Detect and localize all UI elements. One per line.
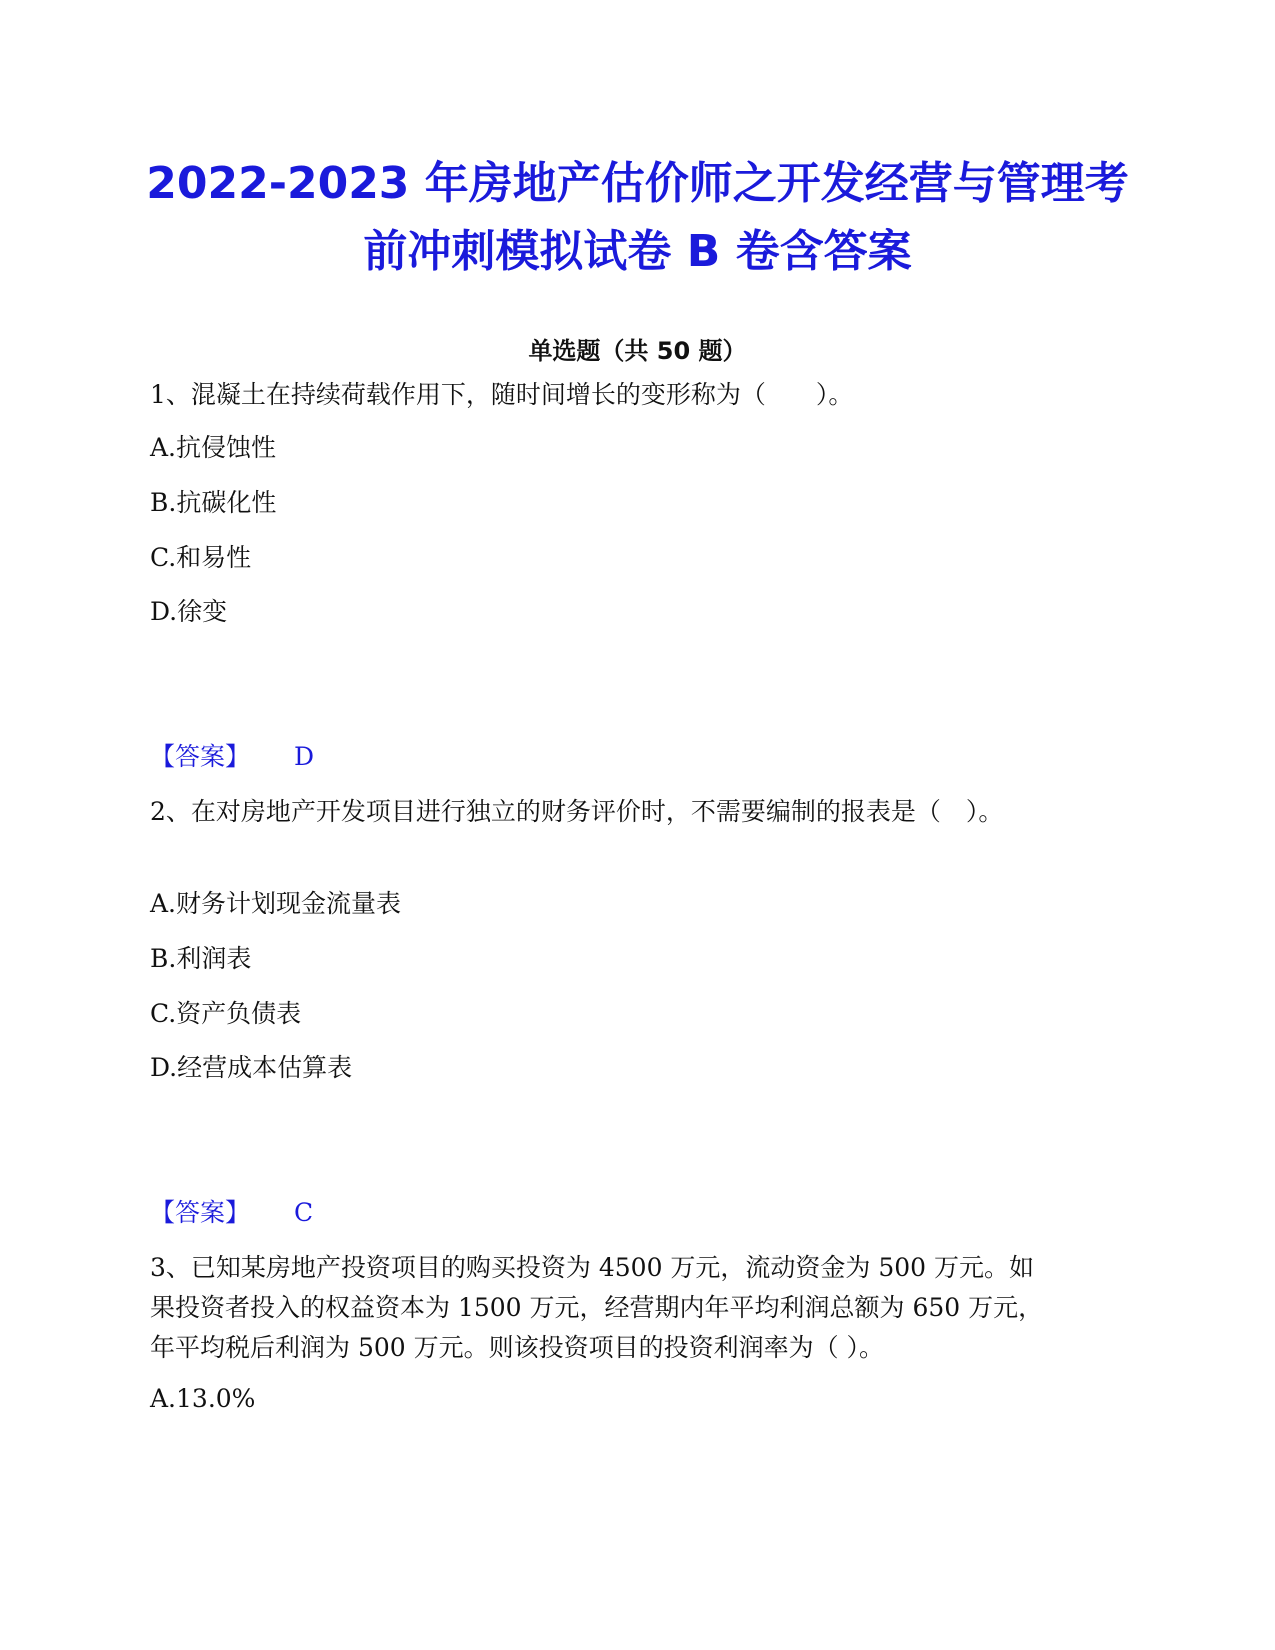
- question-1-answer: [150, 737, 314, 777]
- question-2-option-a: A.财务计划现金流量表: [150, 889, 402, 918]
- question-2-answer: [150, 1193, 313, 1233]
- answer-label: 【答案】: [150, 742, 251, 771]
- question-3-option-a: A.13.0%: [150, 1384, 256, 1413]
- answer-value: D: [294, 742, 315, 771]
- question-1-stem: 1、混凝土在持续荷载作用下，随时间增长的变形称为（ ）。: [150, 380, 854, 409]
- question-3-stem: 3、已知某房地产投资项目的购买投资为 4500 万元，流动资金为 500 万元。如果投资者投入的权益资本为 1500 万元，经营期内年平均利润总额为 650 万元，年平均税后利润为 500 万元。则该投资项目的投资利润率为（ ）。: [150, 1253, 1044, 1362]
- question-1-option-a: A.抗侵蚀性: [150, 433, 277, 462]
- question-2-stem: 2、在对房地产开发项目进行独立的财务评价时，不需要编制的报表是（ ）。: [150, 797, 1004, 826]
- question-2-option-c: C.资产负债表: [150, 999, 302, 1028]
- document-title: 2022-2023 年房地产估价师之开发经营与管理考前冲刺模拟试卷 B 卷含答案: [146, 158, 1129, 277]
- question-1-option-c: C.和易性: [150, 543, 252, 572]
- answer-label: 【答案】: [150, 1198, 251, 1227]
- question-1-option-d: D.徐变: [150, 597, 228, 626]
- section-heading: 单选题（共 50 题）: [528, 337, 747, 365]
- question-2-option-d: D.经营成本估算表: [150, 1053, 353, 1082]
- question-1-option-b: B.抗碳化性: [150, 488, 277, 517]
- answer-value: C: [294, 1198, 314, 1227]
- question-2-option-b: B.利润表: [150, 944, 252, 973]
